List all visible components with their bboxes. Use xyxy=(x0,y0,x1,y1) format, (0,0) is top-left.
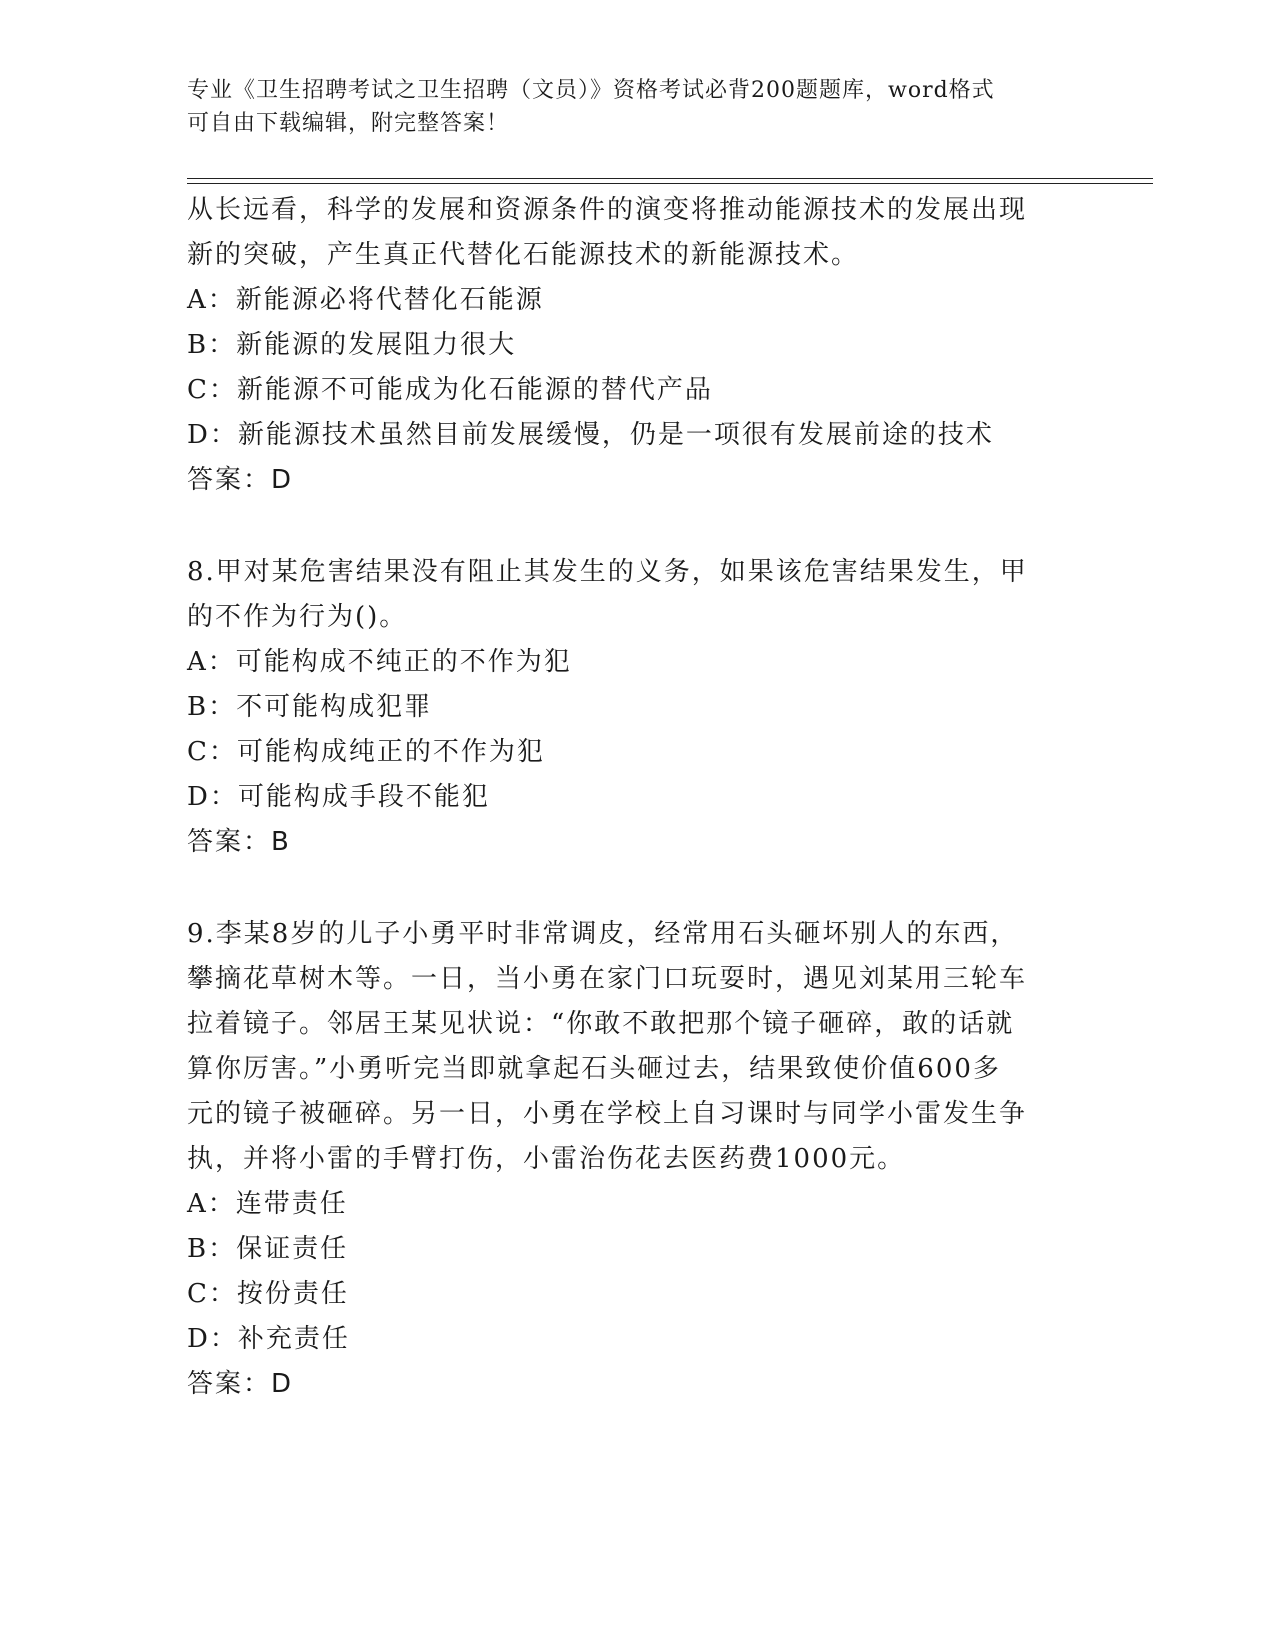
stem-line: 算你厉害。”小勇听完当即就拿起石头砸过去，结果致使价值600多 xyxy=(187,1054,1001,1084)
stem-line: 从长远看，科学的发展和资源条件的演变将推动能源技术的发展出现 xyxy=(187,195,1028,225)
option-b: B：新能源的发展阻力很大 xyxy=(187,330,517,360)
stem-line: 的不作为行为()。 xyxy=(187,602,408,632)
stem-line: 元的镜子被砸碎。另一日，小勇在学校上自习课时与同学小雷发生争 xyxy=(187,1099,1028,1129)
answer-line: 答案：B xyxy=(187,827,291,857)
question-stem xyxy=(187,188,1067,278)
stem-line: 攀摘花草树木等。一日，当小勇在家门口玩耍时，遇见刘某用三轮车 xyxy=(187,964,1028,994)
option-a: A：可能构成不纯正的不作为犯 xyxy=(187,647,572,677)
option-a: A：新能源必将代替化石能源 xyxy=(187,285,544,315)
question-9 xyxy=(187,912,1067,1407)
question-list xyxy=(187,188,1067,1407)
question-stem xyxy=(187,550,1067,640)
option-b: B：保证责任 xyxy=(187,1234,349,1264)
stem-line: 新的突破，产生真正代替化石能源技术的新能源技术。 xyxy=(187,240,860,270)
question-stem xyxy=(187,912,1067,1182)
stem-line: 8.甲对某危害结果没有阻止其发生的义务，如果该危害结果发生，甲 xyxy=(187,557,1028,587)
option-b: B：不可能构成犯罪 xyxy=(187,692,433,722)
header-rule-bottom xyxy=(187,183,1153,184)
option-d: D：补充责任 xyxy=(187,1324,350,1354)
document-header xyxy=(187,74,1067,140)
option-d: D：新能源技术虽然目前发展缓慢，仍是一项很有发展前途的技术 xyxy=(187,420,994,450)
answer-line: 答案：D xyxy=(187,465,294,495)
question-8 xyxy=(187,550,1067,865)
question-7 xyxy=(187,188,1067,503)
header-line-1: 专业《卫生招聘考试之卫生招聘（文员）》资格考试必背200题题库，word格式 xyxy=(187,78,995,103)
option-d: D：可能构成手段不能犯 xyxy=(187,782,490,812)
option-a: A：连带责任 xyxy=(187,1189,348,1219)
stem-line: 拉着镜子。邻居王某见状说：“你敢不敢把那个镜子砸碎，敢的话就 xyxy=(187,1009,1015,1039)
option-c: C：新能源不可能成为化石能源的替代产品 xyxy=(187,375,713,405)
option-c: C：可能构成纯正的不作为犯 xyxy=(187,737,545,767)
header-line-2: 可自由下载编辑，附完整答案！ xyxy=(187,111,510,136)
stem-line: 执，并将小雷的手臂打伤，小雷治伤花去医药费1000元。 xyxy=(187,1144,906,1174)
header-rule-top xyxy=(187,178,1153,179)
option-c: C：按份责任 xyxy=(187,1279,349,1309)
stem-line: 9.李某8岁的儿子小勇平时非常调皮，经常用石头砸坏别人的东西， xyxy=(187,919,1019,949)
answer-line: 答案：D xyxy=(187,1369,294,1399)
